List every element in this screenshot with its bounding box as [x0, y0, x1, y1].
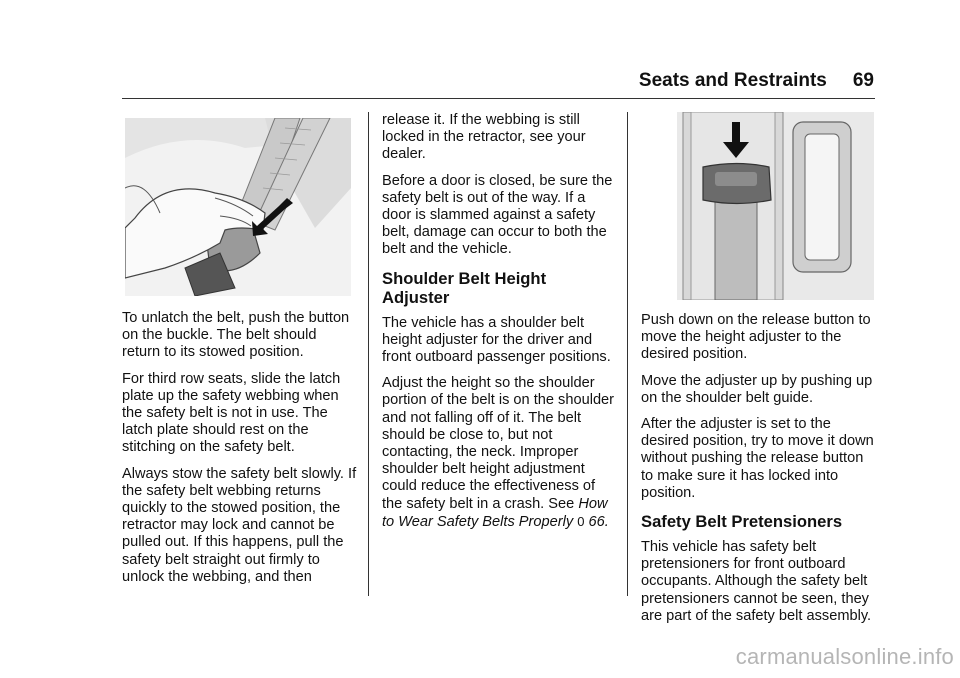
buckle-release-illustration — [125, 118, 351, 296]
section-heading: Safety Belt Pretensioners — [641, 512, 843, 532]
cross-reference-link[interactable]: How to Wear Safety Belts Properly — [382, 495, 608, 530]
column-2 — [382, 112, 617, 540]
paragraph: release it. If the webbing is still locked in the retractor, see your dealer. — [382, 112, 586, 163]
paragraph — [382, 375, 617, 531]
column-3 — [641, 312, 876, 634]
paragraph: To unlatch the belt, push the button on the buckle. The belt should return to its stowed position. — [122, 310, 350, 361]
page-ref-number[interactable]: 66. — [588, 513, 609, 530]
paragraph: After the adjuster is set to the desired position, try to move it down without pushing the release button to make sure it has locked into position. — [641, 416, 874, 501]
column-1 — [122, 310, 357, 595]
header-rule — [122, 98, 875, 99]
page-ref-symbol: 0 — [577, 513, 585, 529]
paragraph: This vehicle has safety belt pretensioners for front outboard occupants. Although the safety belt pretensioners cannot be seen, they are part of the safety belt assembly. — [641, 539, 872, 624]
page-number: 69 — [852, 70, 874, 91]
paragraph: The vehicle has a shoulder belt height adjuster for the driver and front outboard passenger positions. — [382, 314, 611, 366]
watermark: carmanualsonline.info — [735, 644, 954, 669]
paragraph: For third row seats, slide the latch plate up the safety webbing when the safety belt is not in use. The latch plate should rest on the stitching on the safety belt. — [122, 370, 341, 456]
column-divider — [627, 112, 628, 596]
section-heading: Shoulder Belt Height Adjuster — [382, 268, 547, 307]
page-header — [639, 70, 874, 92]
column-divider — [368, 112, 369, 596]
paragraph-text: Adjust the height so the shoulder portion of the belt is on the shoulder and not falling off of it. The belt should be close to, but not contacting, the neck. Improper shoulder belt height adjustment could reduce the effectiveness of the safety belt in a crash. See — [382, 375, 615, 512]
paragraph: Push down on the release button to move the height adjuster to the desired position. — [641, 312, 871, 363]
paragraph: Before a door is closed, be sure the safety belt is out of the way. If a door is slammed against a safety belt, damage can occur to both the belt and the vehicle. — [382, 172, 613, 258]
height-adjuster-illustration — [677, 112, 874, 300]
paragraph: Always stow the safety belt slowly. If the safety belt webbing returns quickly to the stowed position, the retractor may lock and cannot be pulled out. If this happens, pull the safety belt straight out firmly to unlock the webbing, and then — [122, 465, 357, 585]
section-title: Seats and Restraints — [638, 70, 827, 91]
paragraph: Move the adjuster up by pushing up on the shoulder belt guide. — [641, 372, 873, 406]
